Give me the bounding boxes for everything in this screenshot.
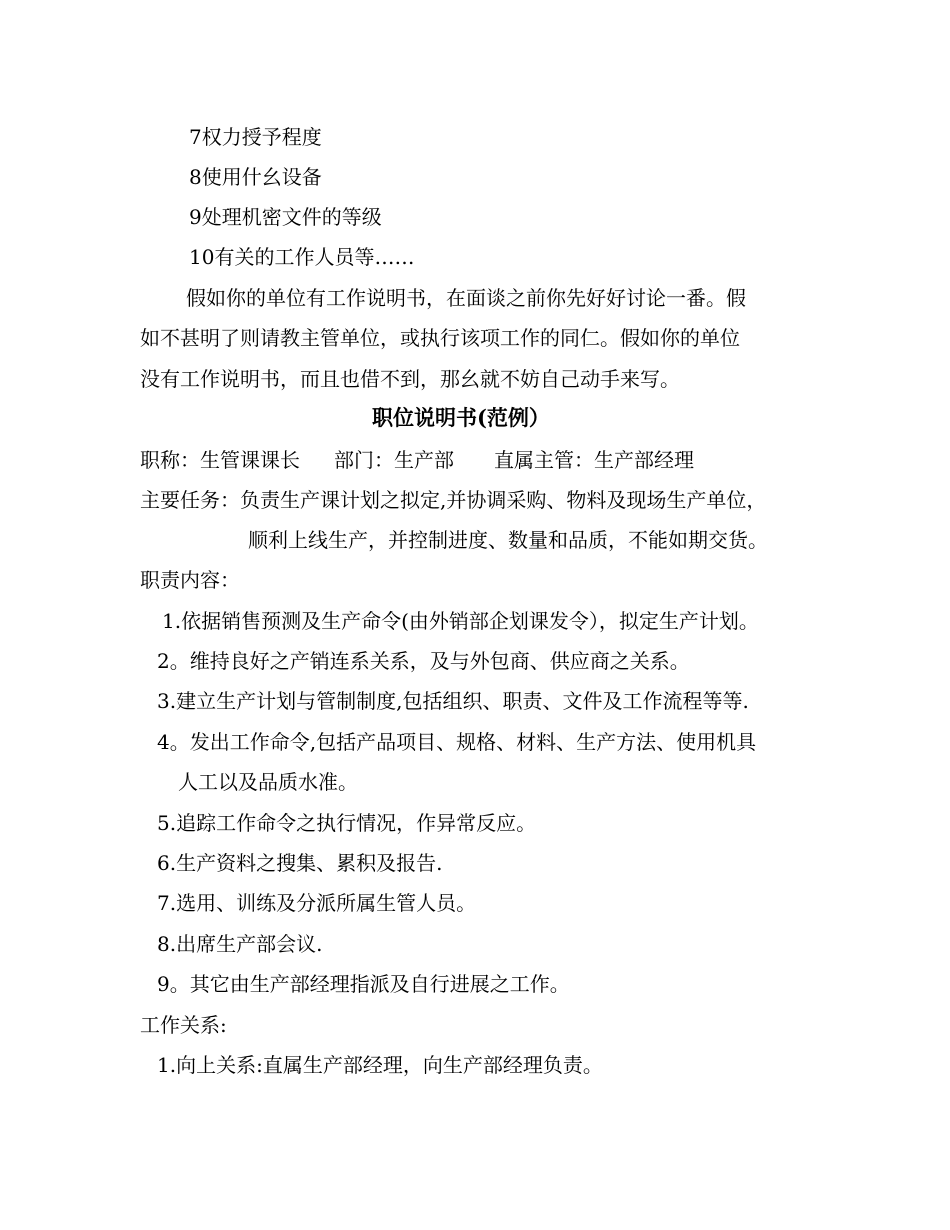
supervisor-label: 直属主管：生产部经理 xyxy=(494,448,694,472)
duty-item: 9。其它由生产部经理指派及自行进展之工作。 xyxy=(157,972,570,996)
duty-item: 7.选用、训练及分派所属生管人员。 xyxy=(157,891,477,915)
list-item: 10有关的工作人员等…… xyxy=(189,245,415,269)
main-task-line: 主要任务：负责生产课计划之拟定,并协调采购、物料及现场生产单位， xyxy=(140,488,767,512)
duty-item: 3.建立生产计划与管制制度,包括组织、职责、文件及工作流程等等. xyxy=(157,689,749,713)
duties-heading: 职责内容： xyxy=(140,568,240,592)
department-label: 部门：生产部 xyxy=(334,448,454,472)
position-label: 职称：生管课课长 xyxy=(140,448,300,472)
duty-item-continuation: 人工以及品质水准。 xyxy=(178,770,358,794)
relations-heading: 工作关系: xyxy=(140,1013,227,1037)
job-header xyxy=(140,447,694,473)
duty-item: 1.依据销售预测及生产命令(由外销部企划课发令），拟定生产计划。 xyxy=(162,609,759,633)
duty-item: 8.出席生产部会议. xyxy=(157,932,323,956)
paragraph-line: 没有工作说明书，而且也借不到，那幺就不妨自己动手来写。 xyxy=(140,367,680,391)
page-title: 职位说明书(范例） xyxy=(372,405,550,430)
duty-item: 5.追踪工作命令之执行情况，作异常反应。 xyxy=(157,811,537,835)
list-item: 8使用什幺设备 xyxy=(189,165,322,189)
duty-item: 2。维持良好之产销连系关系，及与外包商、供应商之关系。 xyxy=(157,649,690,673)
relation-item: 1.向上关系:直属生产部经理，向生产部经理负责。 xyxy=(157,1053,603,1077)
list-item: 7权力授予程度 xyxy=(189,125,322,149)
paragraph-line: 如不甚明了则请教主管单位，或执行该项工作的同仁。假如你的单位 xyxy=(140,326,740,350)
paragraph-line: 假如你的单位有工作说明书，在面谈之前你先好好讨论一番。假 xyxy=(186,286,746,310)
duty-item: 6.生产资料之搜集、累积及报告. xyxy=(157,851,443,875)
list-item: 9处理机密文件的等级 xyxy=(189,205,382,229)
duty-item: 4。发出工作命令,包括产品项目、规格、材料、生产方法、使用机具 xyxy=(157,730,757,754)
main-task-line: 顺利上线生产，并控制进度、数量和品质，不能如期交货。 xyxy=(248,528,768,552)
